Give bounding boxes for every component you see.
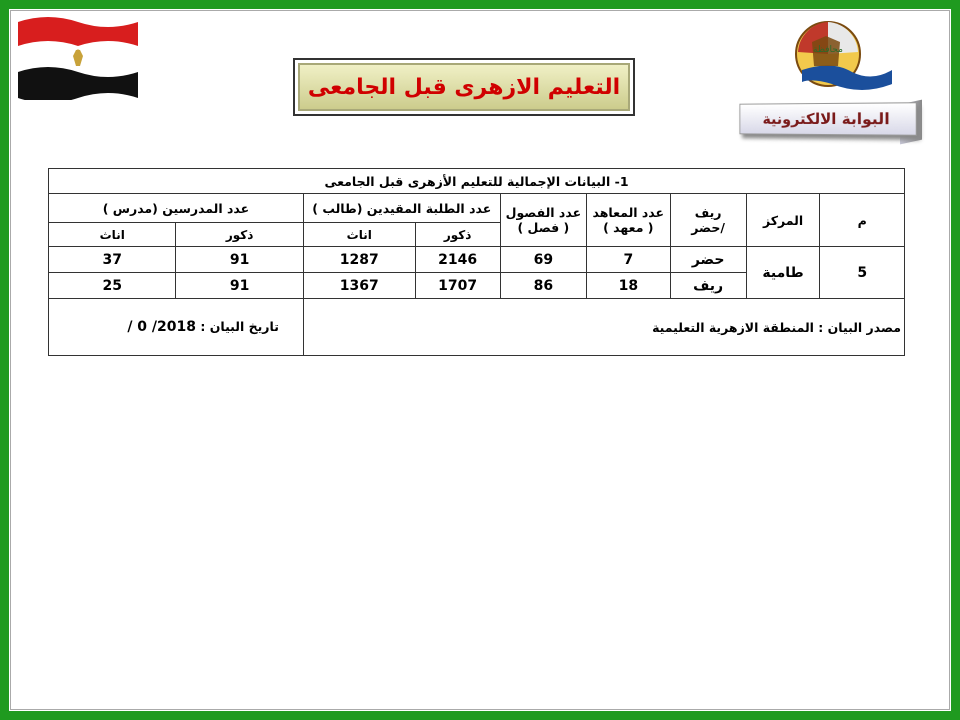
header-center: المركز xyxy=(746,194,820,247)
header-index: م xyxy=(820,194,905,247)
header-classes-line2: ( فصل ) xyxy=(517,220,570,235)
header-students: عدد الطلبة المقيدين (طالب ) xyxy=(303,194,500,223)
cell-teachers-male: 91 xyxy=(176,247,303,273)
portal-label[interactable] xyxy=(739,102,916,136)
data-date xyxy=(49,299,304,356)
cell-teachers-female: 37 xyxy=(49,247,176,273)
cell-classes: 69 xyxy=(500,247,586,273)
page-title: التعليم الازهرى قبل الجامعى xyxy=(307,74,621,100)
table-row xyxy=(49,247,905,273)
cell-students-male: 2146 xyxy=(415,247,500,273)
cell-institutes: 18 xyxy=(587,273,670,299)
cell-index: 5 xyxy=(820,247,905,299)
header-teachers-male: ذكور xyxy=(176,223,303,247)
data-date-label: تاريخ البيان : xyxy=(200,319,279,334)
header-students-female: اناث xyxy=(303,223,415,247)
header-classes xyxy=(500,194,586,247)
header-teachers-female: اناث xyxy=(49,223,176,247)
education-stats-table xyxy=(48,168,905,356)
page-title-box xyxy=(293,58,635,116)
table-footer-row xyxy=(49,299,905,356)
cell-institutes: 7 xyxy=(587,247,670,273)
portal-label-text: البوابة الالكترونية xyxy=(762,109,890,129)
header-classes-line1: عدد الفصول xyxy=(505,205,582,220)
table-caption-row xyxy=(49,169,905,194)
cell-area: ريف xyxy=(670,273,746,299)
header-teachers: عدد المدرسين (مدرس ) xyxy=(49,194,304,223)
header-institutes-line2: ( معهد ) xyxy=(603,220,654,235)
table-caption: 1- البيانات الإجمالية للتعليم الأزهرى قبل الجامعى xyxy=(49,169,905,194)
cell-students-female: 1367 xyxy=(303,273,415,299)
governorate-emblem-icon xyxy=(792,12,896,104)
data-source: مصدر البيان : المنطقة الازهرية التعليمية xyxy=(303,299,904,356)
cell-center: طامية xyxy=(746,247,820,299)
cell-teachers-female: 25 xyxy=(49,273,176,299)
cell-area: حضر xyxy=(670,247,746,273)
cell-teachers-male: 91 xyxy=(176,273,303,299)
cell-classes: 86 xyxy=(500,273,586,299)
data-date-value: / 0 /2018 xyxy=(127,319,196,335)
header-area-line2: /حضر xyxy=(691,220,725,235)
table-header-row xyxy=(49,194,905,223)
header-area-line1: ريف xyxy=(694,205,722,220)
svg-text:محافظة: محافظة xyxy=(813,45,843,55)
header-institutes-line1: عدد المعاهد xyxy=(592,205,665,220)
header-area xyxy=(670,194,746,247)
cell-students-male: 1707 xyxy=(415,273,500,299)
header-students-male: ذكور xyxy=(415,223,500,247)
header-institutes xyxy=(587,194,670,247)
egypt-flag-icon xyxy=(16,12,140,100)
cell-students-female: 1287 xyxy=(303,247,415,273)
